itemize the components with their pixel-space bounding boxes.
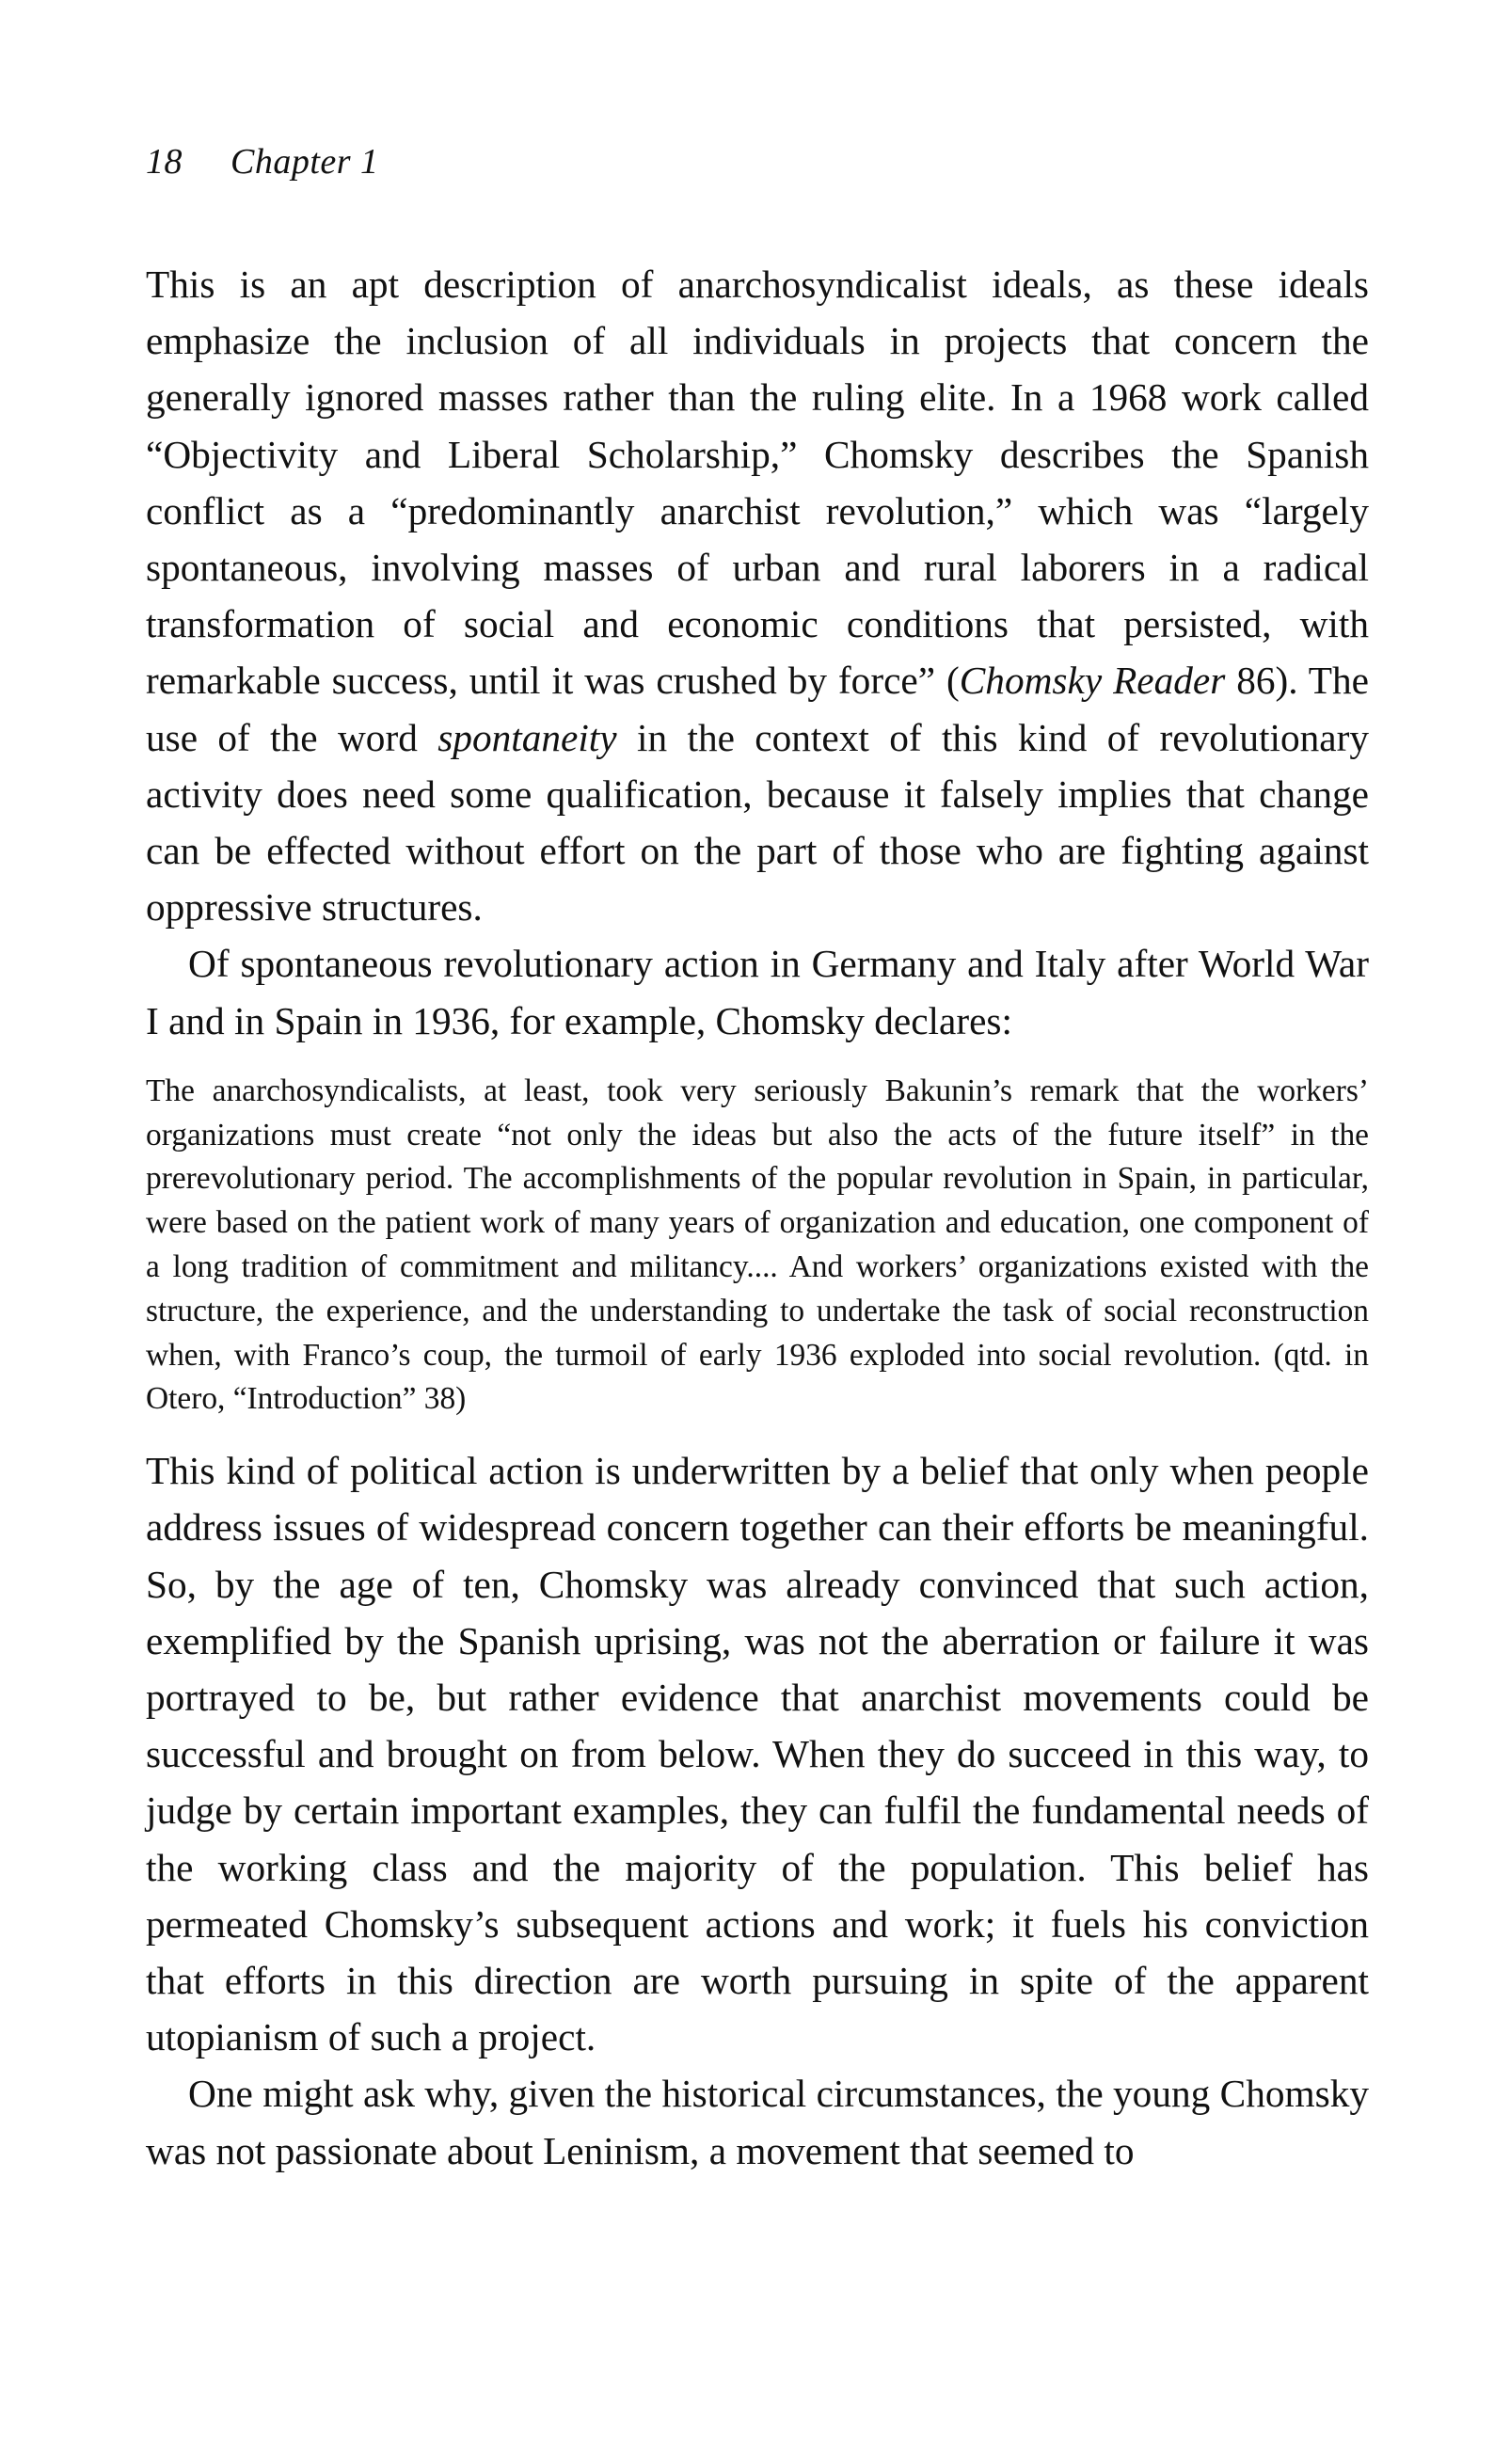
paragraph-1-text-a: This is an apt description of anarchosyndicalist ideals, as these ideals emphasize the inclusion of all individuals in projects that concern the generally ignored masses rather than the ruling elite. In a 1968 work called “Objectivity and Liberal Scholarship,” Chomsky describes the Spanish conflict as a “predominantly anarchist revolution,” which was “largely spontaneous, involving masses of urban and rural laborers in a radical transformation of social and economic conditions that persisted, with remarkable success, until it was crushed by force” ( xyxy=(146,262,1369,703)
citation-title: Chomsky Reader xyxy=(959,659,1226,703)
block-quote xyxy=(146,1070,1369,1422)
paragraph-1-text-b: 86). The use of the word xyxy=(146,659,1369,759)
paragraph-3: This kind of political action is underwritten by a belief that only when people address issues of widespread concern together can their efforts be meaningful. So, by the age of ten, Chomsky was already convinced that such action, exemplified by the Spanish uprising, was not the aberration or failure it was portrayed to be, but rather evidence that anarchist movements could be successful and brought on from below. When they do succeed in this way, to judge by certain important examples, they can fulfil the fundamental needs of the working class and the majority of the population. This belief has permeated Chomsky’s subsequent actions and work; it fuels his conviction that efforts in this direction are worth pursuing in spite of the apparent utopianism of such a project. xyxy=(146,1449,1369,2059)
emphasized-term: spontaneity xyxy=(437,715,617,759)
paragraph-1 xyxy=(146,256,1369,935)
paragraph-4: One might ask why, given the historical circumstances, the young Chomsky was not passionate about Leninism, a movement that seemed to xyxy=(146,2072,1369,2172)
paragraph-1-text-c: in the context of this kind of revolutionary activity does need some qualification, because it falsely implies that change can be effected without effort on the part of those who are fighting against oppressive structures. xyxy=(146,715,1369,930)
chapter-title: Chapter 1 xyxy=(230,142,379,182)
body-text xyxy=(146,256,1369,2179)
block-quote-text: The anarchosyndicalists, at least, took very seriously Bakunin’s remark that the workers’ organizations must create “not only the ideas but also the acts of the future itself” in the prerevolutionary period. The accomplishments of the popular revolution in Spain, in particular, were based on the patient work of many years of organization and education, one component of a long tradition of commitment and militancy.... And workers’ organizations existed with the structure, the experience, and the understanding to undertake the task of social reconstruction when, with Franco’s coup, the turmoil of early 1936 exploded into social revolution. (qtd. in Otero, “Introduction” 38) xyxy=(146,1073,1369,1417)
paragraph-2: Of spontaneous revolutionary action in Germany and Italy after World War I and in Spain in 1936, for example, Chomsky declares: xyxy=(146,942,1369,1042)
running-head xyxy=(146,141,379,183)
page-number: 18 xyxy=(146,142,183,182)
